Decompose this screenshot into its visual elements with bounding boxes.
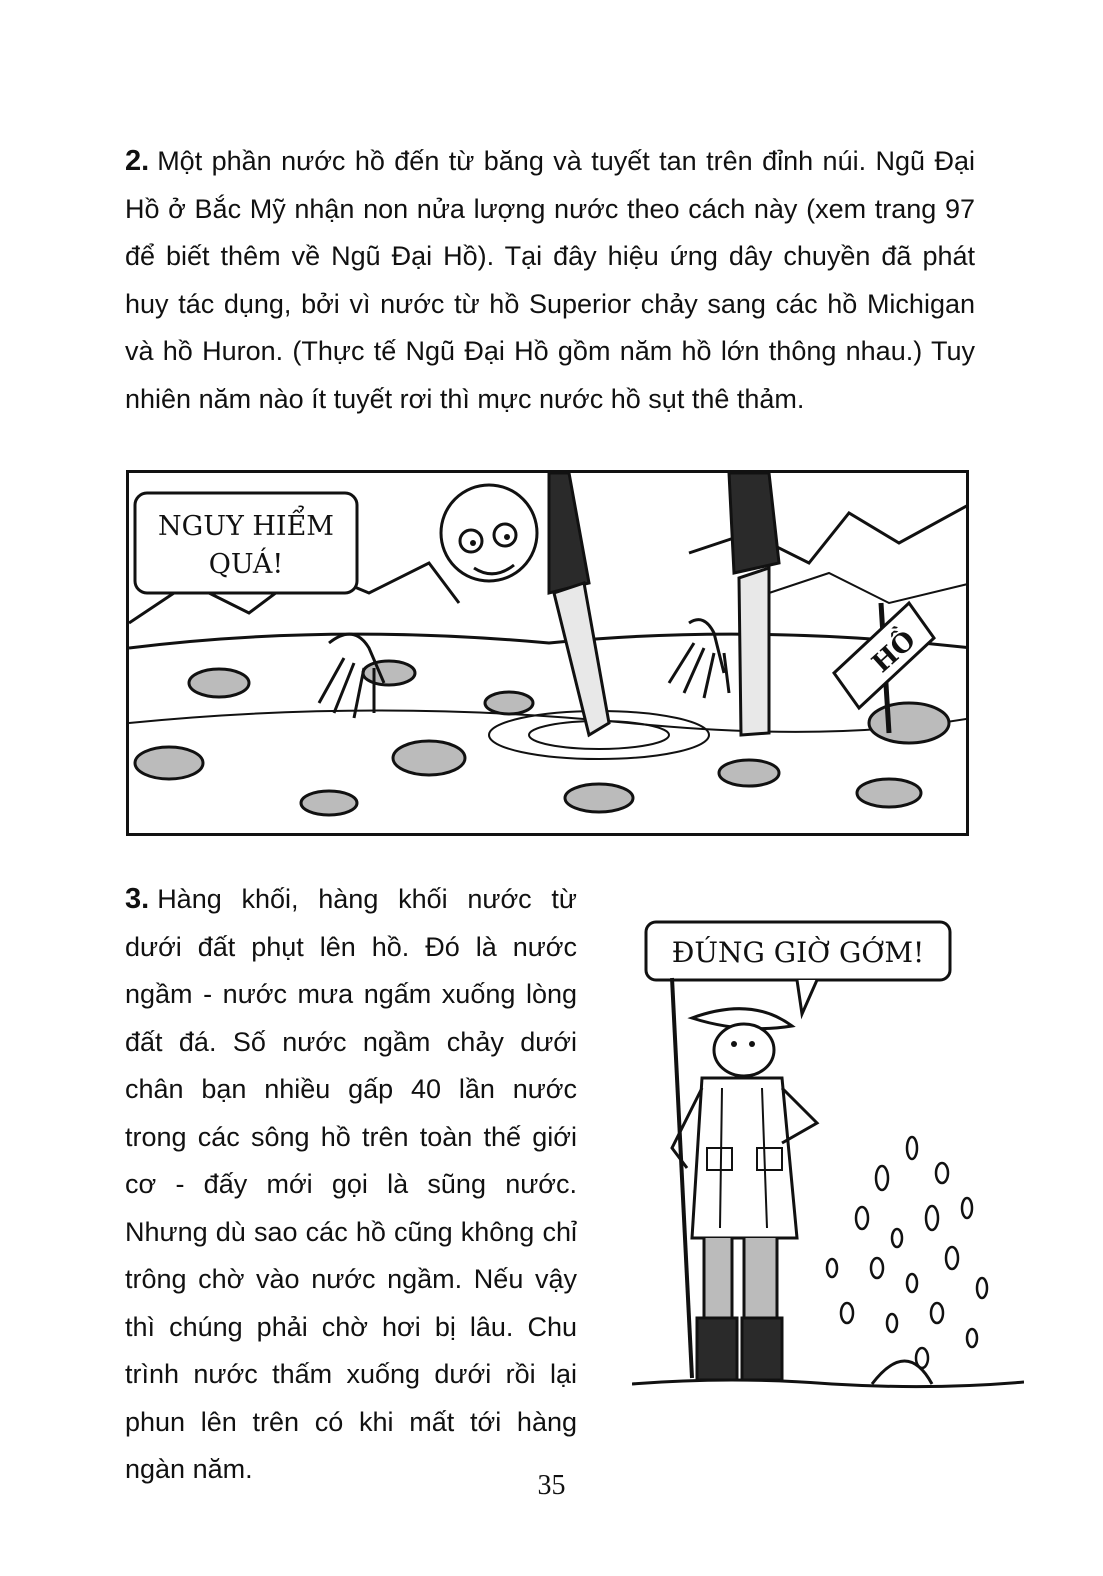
section-2-text: Một phần nước hồ đến từ băng và tuyết tan trên đỉnh núi. Ngũ Đại Hồ ở Bắc Mỹ nhận non nửa lượng nước theo cách này (xem trang 97 để biết thêm về Ngũ Đại Hồ). Tại đây hiệu ứng dây chuyền đã phát huy tác dụng, bởi vì nước từ hồ Superior chảy sang các hồ Michigan và hồ Huron. (Thực tế Ngũ Đại Hồ gồm năm hồ lớn thông nhau.) Tuy nhiên năm nào ít tuyết rơi thì mực nước hồ sụt thê thảm. bbox=[125, 146, 975, 414]
section-2-number: 2. bbox=[125, 145, 150, 177]
bubble-line-1: NGUY HIỂM bbox=[158, 511, 334, 542]
cartoon-groundwater-illustration bbox=[632, 918, 1024, 1390]
section-3-paragraph bbox=[125, 876, 577, 1494]
cartoon-lake-illustration bbox=[129, 473, 969, 836]
bubble-line-2: QUÁ! bbox=[208, 549, 284, 580]
cartoon-panel-lake bbox=[126, 470, 969, 836]
page-number: 35 bbox=[537, 1470, 566, 1501]
section-2-paragraph bbox=[125, 138, 975, 423]
section-3-number: 3. bbox=[125, 883, 150, 915]
section-3-text: Hàng khối, hàng khối nước từ dưới đất phụt lên hồ. Đó là nước ngầm - nước mưa ngấm xuống lòng đất đá. Số nước ngầm chảy dưới chân bạn nhiều gấp 40 lần nước trong các sông hồ trên toàn thế giới cơ - đấy mới gọi là sũng nước. Nhưng dù sao các hồ cũng không chỉ trông chờ vào nước ngầm. Nếu vậy thì chúng phải chờ hơi bị lâu. Chu trình nước thấm xuống dưới rồi lại phun lên trên có khi mất tới hàng ngàn năm. bbox=[125, 884, 577, 1484]
lake-sign-label: HỒ bbox=[866, 625, 922, 679]
cartoon-groundwater bbox=[632, 918, 1024, 1390]
bubble-text-punctual: ĐÚNG GIỜ GỚM! bbox=[671, 936, 925, 969]
